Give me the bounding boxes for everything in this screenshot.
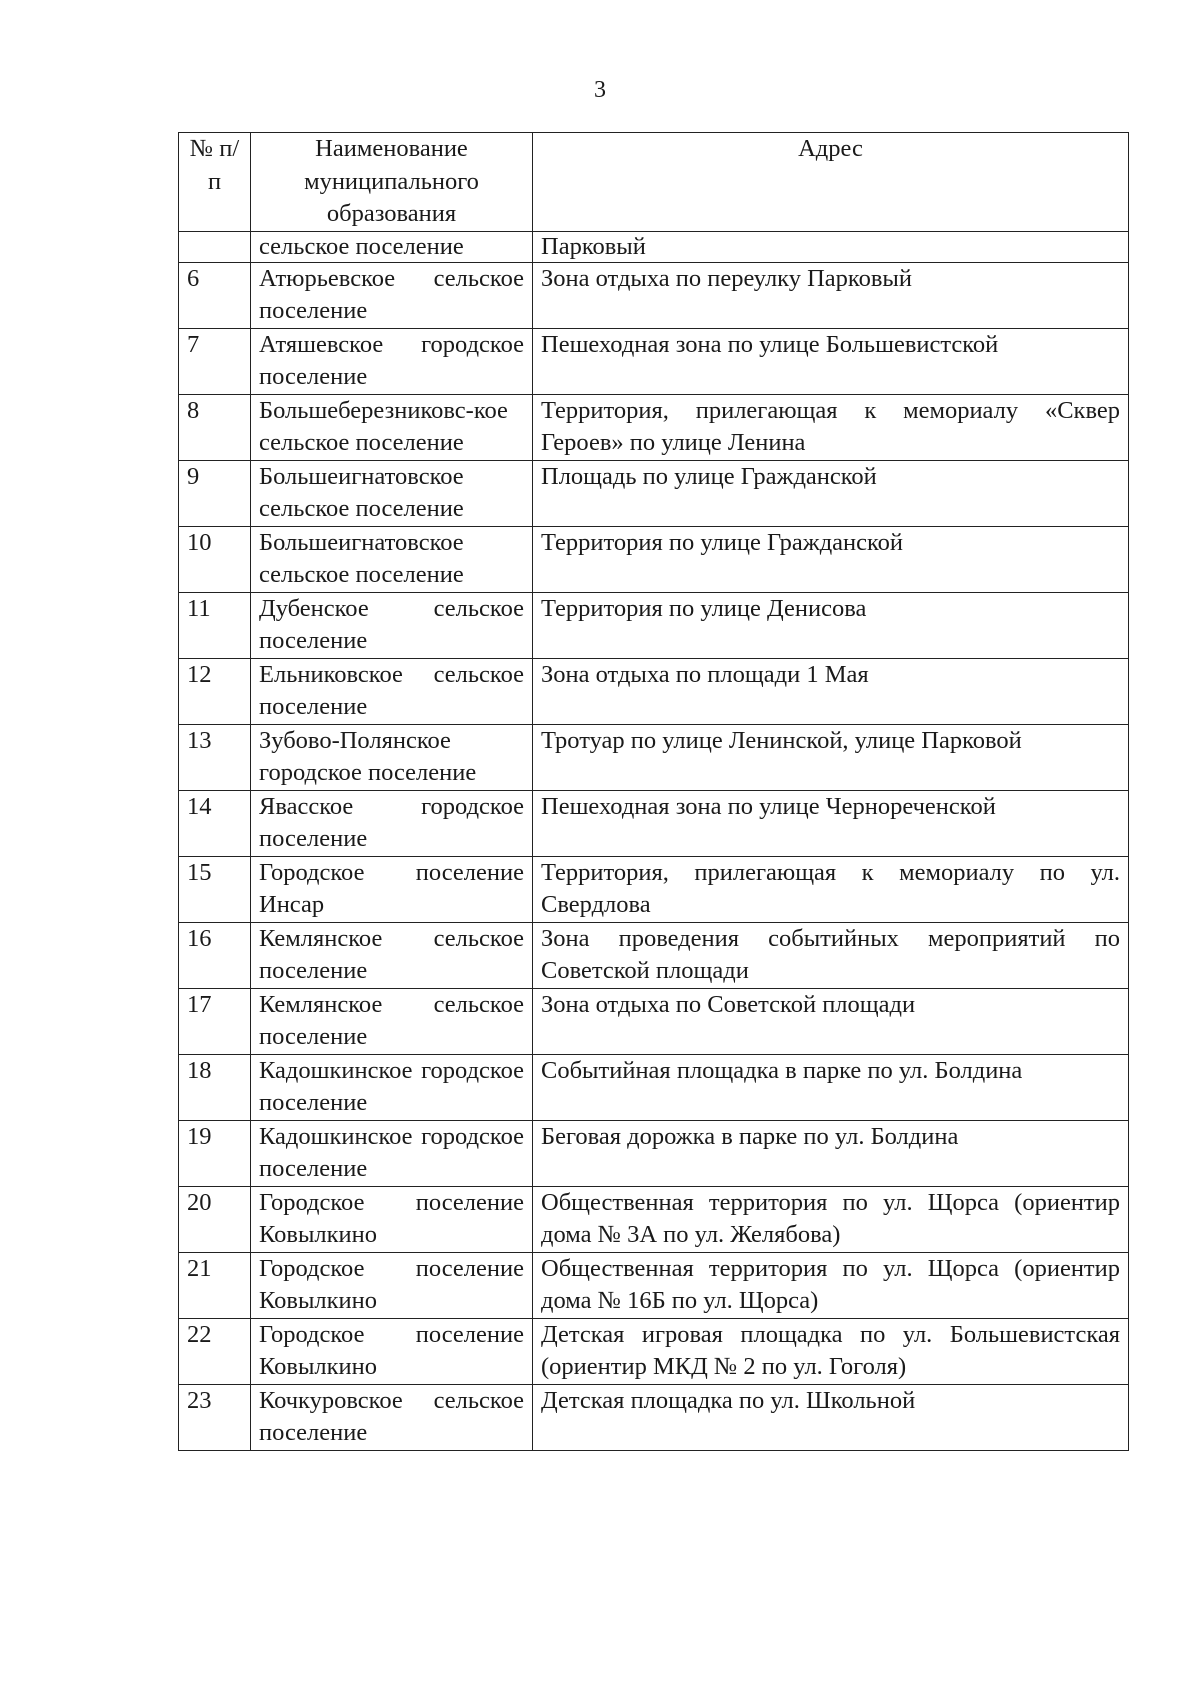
page-number: 3 xyxy=(594,77,606,103)
address-cell: Территория, прилегающая к мемориалу по ул. Свердлова xyxy=(533,856,1129,922)
row-number: 9 xyxy=(179,460,251,526)
table-row xyxy=(179,658,1129,724)
municipality-name: Городское поселение Ковылкино xyxy=(251,1252,533,1318)
address-cell: Площадь по улице Гражданской xyxy=(533,460,1129,526)
municipality-name: Зубово-Полянское городское поселение xyxy=(251,724,533,790)
address-cell: Зона отдыха по переулку Парковый xyxy=(533,262,1129,328)
table-row xyxy=(179,1318,1129,1384)
header-number: № п/п xyxy=(179,133,251,232)
municipality-name: сельское поселение xyxy=(251,231,533,262)
table-row xyxy=(179,922,1129,988)
row-number: 18 xyxy=(179,1054,251,1120)
row-number: 14 xyxy=(179,790,251,856)
municipality-name: Большеберезниковс-кое сельское поселение xyxy=(251,394,533,460)
row-number: 19 xyxy=(179,1120,251,1186)
table-row xyxy=(179,856,1129,922)
address-cell: Пешеходная зона по улице Большевистской xyxy=(533,328,1129,394)
municipality-name: Большеигнатовское сельское поселение xyxy=(251,526,533,592)
municipality-name: Городское поселение Инсар xyxy=(251,856,533,922)
territories-table xyxy=(178,132,1129,1451)
table-row xyxy=(179,262,1129,328)
municipality-name: Городское поселение Ковылкино xyxy=(251,1318,533,1384)
table-row xyxy=(179,790,1129,856)
table-row xyxy=(179,988,1129,1054)
row-number: 6 xyxy=(179,262,251,328)
table-header-row xyxy=(179,133,1129,232)
row-number xyxy=(179,231,251,262)
address-cell: Территория, прилегающая к мемориалу «Сквер Героев» по улице Ленина xyxy=(533,394,1129,460)
table-row xyxy=(179,1120,1129,1186)
municipality-name: Атяшевское городское поселение xyxy=(251,328,533,394)
row-number: 10 xyxy=(179,526,251,592)
address-cell: Общественная территория по ул. Щорса (ориентир дома № 3А по ул. Желябова) xyxy=(533,1186,1129,1252)
address-cell: Тротуар по улице Ленинской, улице Парковой xyxy=(533,724,1129,790)
address-cell: Зона отдыха по Советской площади xyxy=(533,988,1129,1054)
municipality-name: Ельниковское сельское поселение xyxy=(251,658,533,724)
municipality-name: Городское поселение Ковылкино xyxy=(251,1186,533,1252)
municipality-name: Кемлянское сельское поселение xyxy=(251,988,533,1054)
table-row xyxy=(179,592,1129,658)
row-number: 17 xyxy=(179,988,251,1054)
table-row xyxy=(179,1186,1129,1252)
municipality-name: Кадошкинское городское поселение xyxy=(251,1054,533,1120)
row-number: 8 xyxy=(179,394,251,460)
municipality-name: Атюрьевское сельское поселение xyxy=(251,262,533,328)
address-cell: Пешеходная зона по улице Чернореченской xyxy=(533,790,1129,856)
address-cell: Зона отдыха по площади 1 Мая xyxy=(533,658,1129,724)
row-number: 20 xyxy=(179,1186,251,1252)
table-row xyxy=(179,394,1129,460)
row-number: 11 xyxy=(179,592,251,658)
table-row xyxy=(179,328,1129,394)
table-row xyxy=(179,1252,1129,1318)
header-address: Адрес xyxy=(533,133,1129,232)
table-row xyxy=(179,724,1129,790)
row-number: 15 xyxy=(179,856,251,922)
address-cell: Территория по улице Денисова xyxy=(533,592,1129,658)
municipality-name: Дубенское сельское поселение xyxy=(251,592,533,658)
address-cell: Территория по улице Гражданской xyxy=(533,526,1129,592)
municipality-name: Кочкуровское сельское поселение xyxy=(251,1384,533,1450)
address-cell: Парковый xyxy=(533,231,1129,262)
address-cell: Детская игровая площадка по ул. Большевистская (ориентир МКД № 2 по ул. Гоголя) xyxy=(533,1318,1129,1384)
row-number: 23 xyxy=(179,1384,251,1450)
row-number: 7 xyxy=(179,328,251,394)
municipality-name: Большеигнатовское сельское поселение xyxy=(251,460,533,526)
municipality-name: Кадошкинское городское поселение xyxy=(251,1120,533,1186)
address-cell: Детская площадка по ул. Школьной xyxy=(533,1384,1129,1450)
row-number: 13 xyxy=(179,724,251,790)
municipality-name: Явасское городское поселение xyxy=(251,790,533,856)
header-municipality: Наименование муниципального образования xyxy=(251,133,533,232)
address-cell: Общественная территория по ул. Щорса (ориентир дома № 16Б по ул. Щорса) xyxy=(533,1252,1129,1318)
address-cell: Событийная площадка в парке по ул. Болдина xyxy=(533,1054,1129,1120)
municipality-name: Кемлянское сельское поселение xyxy=(251,922,533,988)
table-row xyxy=(179,1384,1129,1450)
address-cell: Зона проведения событийных мероприятий по Советской площади xyxy=(533,922,1129,988)
table-row xyxy=(179,231,1129,262)
table-body xyxy=(179,231,1129,1450)
table-row xyxy=(179,526,1129,592)
table-row xyxy=(179,460,1129,526)
row-number: 16 xyxy=(179,922,251,988)
table-row xyxy=(179,1054,1129,1120)
address-cell: Беговая дорожка в парке по ул. Болдина xyxy=(533,1120,1129,1186)
row-number: 12 xyxy=(179,658,251,724)
row-number: 22 xyxy=(179,1318,251,1384)
row-number: 21 xyxy=(179,1252,251,1318)
